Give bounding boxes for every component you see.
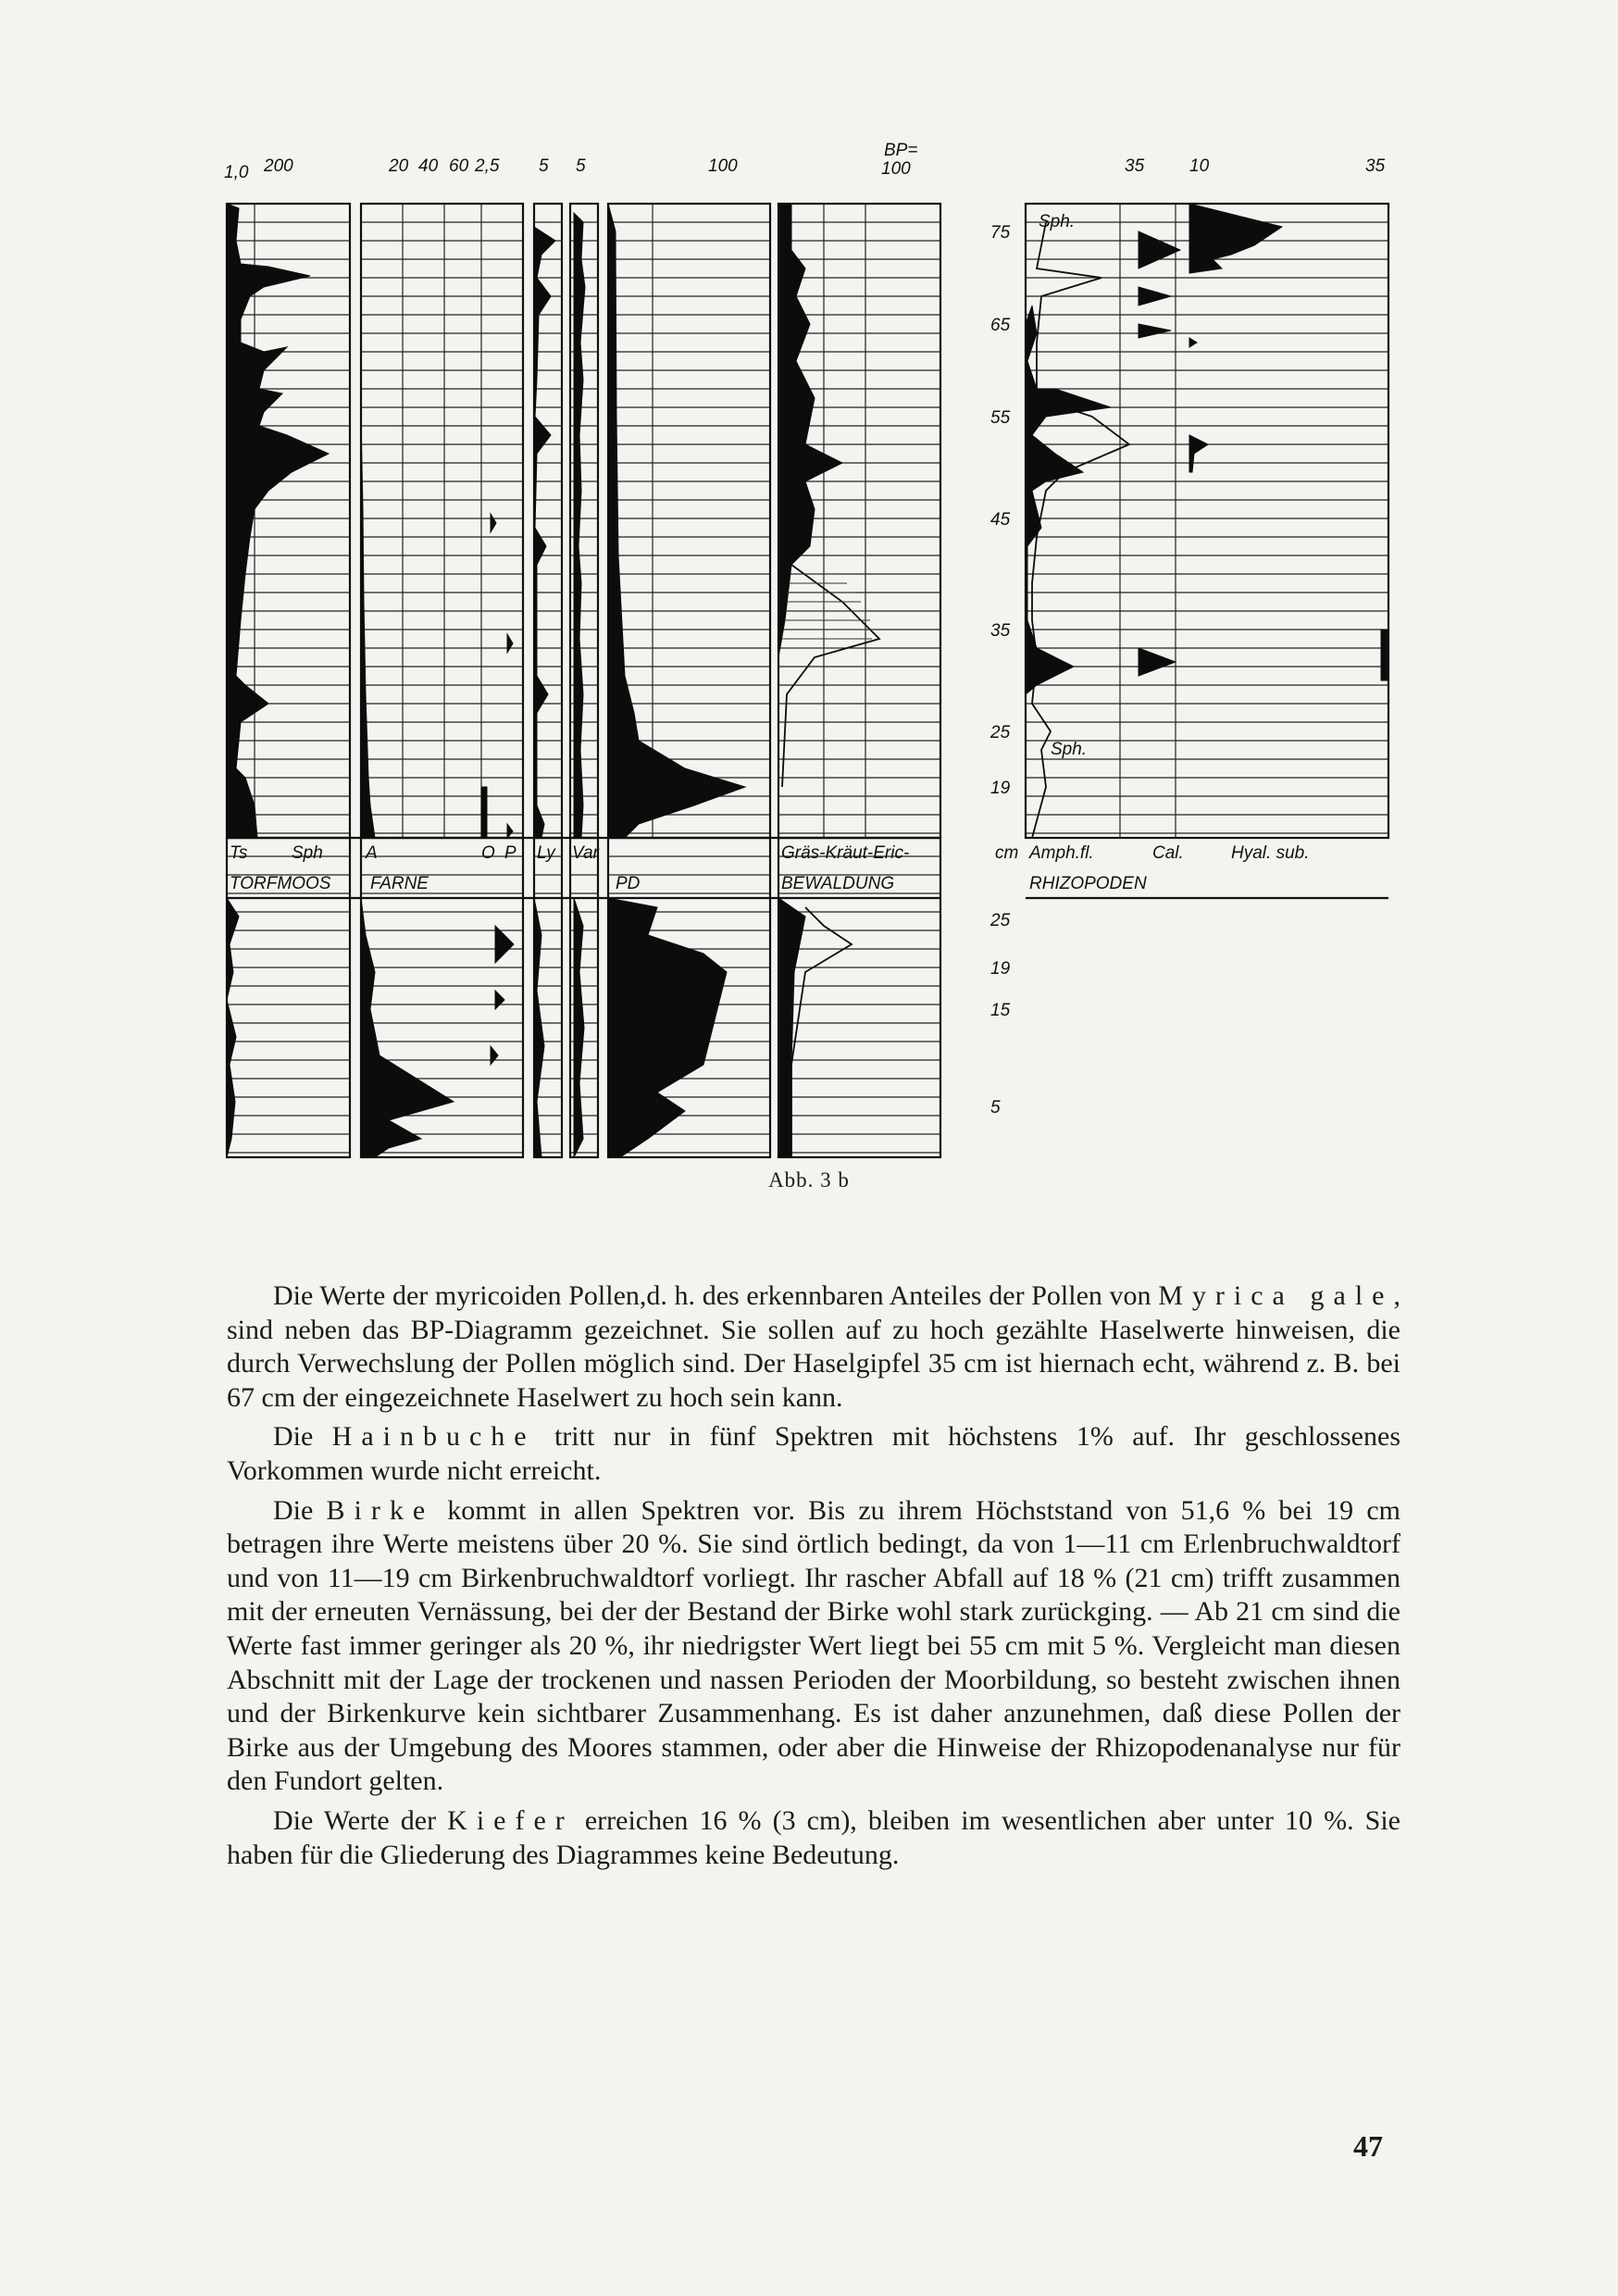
grass-curve-lower bbox=[791, 907, 852, 1157]
label-cal: Cal. bbox=[1152, 843, 1184, 863]
species-kiefer: Kiefer bbox=[447, 1804, 574, 1836]
label-a: A bbox=[366, 843, 378, 863]
scale-tick-35b: 35 bbox=[1365, 156, 1386, 176]
depth-25: 25 bbox=[990, 723, 1011, 742]
polypodium-curve-upper bbox=[361, 204, 375, 838]
label-ly: Ly bbox=[537, 843, 555, 863]
scale-tick-60: 60 bbox=[449, 156, 469, 176]
scale-tick-35a: 35 bbox=[1125, 156, 1145, 176]
callidina-curve-3 bbox=[1139, 324, 1171, 338]
pollen-diagram bbox=[213, 139, 1416, 1167]
scale-tick-5b: 5 bbox=[576, 156, 586, 176]
species-birke: Birke bbox=[326, 1494, 435, 1526]
paragraph-birke: Die Birke kommt in allen Spektren vor. Bis zu ihrem Höchststand von 51,6 % bei 19 cm betragen ihre Werte meistens über 20 %. Sie sind örtlich bedingt, da von 1—11 cm Erlenbruchwaldtorf und von 11—19 cm Birkenbruchwaldtorf vorliegt. Ihr rascher Abfall auf 18 % (21 cm) trifft zusammen mit der erneuten Vernässung, bei der der Bestand der Birke wohl stark zurückging. — Ab 21 cm sind die Werte fast immer geringer als 20 %, ihr niedrigster Wert liegt bei 55 cm mit 5 %. Vergleicht man diesen Abschnitt mit der Lage der trockenen und nassen Perioden der Moorbildung, so besteht zwischen ihnen und der Birkenkurve kein sichtbarer Zusammenhang. Es ist daher anzunehmen, daß diese Pollen der Birke aus der Umgebung des Moores stammen, oder aber die Hinweise der Rhizopodenanalyse nur für den Fundort gelten. bbox=[227, 1494, 1400, 1797]
label-p: P bbox=[504, 843, 517, 863]
scale-tick-10b: 10 bbox=[1189, 156, 1210, 176]
depth-5-lower: 5 bbox=[990, 1098, 1001, 1117]
depth-65: 65 bbox=[990, 316, 1011, 335]
sphagnum-curve-lower bbox=[227, 898, 239, 1157]
label-var: Var bbox=[572, 843, 599, 863]
body-text bbox=[227, 1279, 1400, 1878]
label-ts: Ts bbox=[230, 843, 248, 863]
lycopodium-curve-upper bbox=[534, 227, 555, 838]
bp-curve-upper bbox=[778, 204, 842, 657]
pd-curve-upper bbox=[608, 204, 745, 838]
scale-tick-25: 2,5 bbox=[475, 156, 500, 176]
label-rhizo-sph-bottom: Sph. bbox=[1051, 740, 1088, 759]
species-myrica-gale: Myrica gale bbox=[1158, 1280, 1394, 1311]
depth-15-lower: 15 bbox=[990, 1001, 1011, 1020]
depth-unit: cm bbox=[995, 843, 1019, 863]
figure-caption: Abb. 3 b bbox=[768, 1168, 850, 1192]
scale-tick-200: 200 bbox=[264, 156, 293, 176]
label-o: O bbox=[481, 843, 495, 863]
label-sph: Sph bbox=[292, 843, 323, 863]
title-rhizopoden: RHIZOPODEN bbox=[1029, 874, 1147, 893]
title-bewaldung: BEWALDUNG bbox=[781, 874, 895, 893]
lycopodium-curve-lower bbox=[534, 898, 544, 1157]
depth-19: 19 bbox=[990, 779, 1011, 798]
depth-75: 75 bbox=[990, 223, 1011, 243]
label-gras: Gräs-Kräut-Eric- bbox=[781, 843, 910, 863]
depth-35: 35 bbox=[990, 621, 1011, 641]
scale-tick-20: 20 bbox=[389, 156, 409, 176]
polypodium-curve-lower bbox=[361, 898, 454, 1157]
paragraph-kiefer: Die Werte der Kiefer erreichen 16 % (3 cm), bleiben im wesentlichen aber unter 10 %. Sie haben für die Gliederung des Diagrammes keine Bedeutung. bbox=[227, 1804, 1400, 1870]
depth-25-lower: 25 bbox=[990, 911, 1011, 930]
paragraph-hainbuche: Die Hainbuche tritt nur in fünf Spektren mit höchstens 1% auf. Ihr geschlossenes Vorkommen wurde nicht erreicht. bbox=[227, 1421, 1400, 1486]
page-number: 47 bbox=[1353, 2129, 1383, 2163]
title-pd: PD bbox=[616, 874, 641, 893]
hyalosphenia-curve bbox=[1189, 204, 1282, 273]
vaccinium-curve-lower bbox=[574, 898, 584, 1157]
depth-55: 55 bbox=[990, 408, 1011, 428]
pd-curve-lower bbox=[608, 898, 727, 1157]
label-rhizo-sph-top: Sph. bbox=[1039, 212, 1076, 231]
grass-curve-upper bbox=[782, 565, 879, 787]
label-hyal: Hyal. sub. bbox=[1231, 843, 1310, 863]
scale-tick-5a: 5 bbox=[539, 156, 549, 176]
species-hainbuche: Hainbuche bbox=[331, 1421, 536, 1453]
pollen-diagram-figure bbox=[213, 139, 1416, 1167]
callidina-curve-4 bbox=[1139, 648, 1176, 676]
depth-45: 45 bbox=[990, 510, 1011, 530]
label-amph: Amph.fl. bbox=[1029, 843, 1094, 863]
depth-19-lower: 19 bbox=[990, 959, 1011, 979]
paragraph-myrica: Die Werte der myricoiden Pollen,d. h. des erkennbaren Anteiles der Pollen von Myrica gale, sind neben das BP-Diagramm gezeichnet. Sie sollen auf zu hoch gezählte Haselwerte hinweisen, die durch Verwechslung der Pollen möglich sind. Der Haselgipfel 35 cm ist hiernach echt, während z. B. bei 67 cm der eingezeichnete Haselwert zu hoch sein kann. bbox=[227, 1280, 1400, 1413]
title-torfmoos: TORFMOOS bbox=[230, 874, 331, 893]
sphagnum-curve-upper bbox=[227, 204, 329, 838]
scale-tick-100b: 100 bbox=[881, 159, 911, 179]
title-farne: FARNE bbox=[370, 874, 429, 893]
callidina-curve-1 bbox=[1139, 231, 1180, 268]
farne-panel-upper bbox=[361, 204, 523, 838]
scale-tick-100a: 100 bbox=[708, 156, 738, 176]
scale-tick-bp: BP= bbox=[884, 141, 918, 160]
scale-tick-10: 1,0 bbox=[224, 163, 249, 182]
vaccinium-curve-upper bbox=[574, 213, 585, 838]
callidina-curve-2 bbox=[1139, 287, 1171, 306]
scale-tick-40: 40 bbox=[418, 156, 439, 176]
